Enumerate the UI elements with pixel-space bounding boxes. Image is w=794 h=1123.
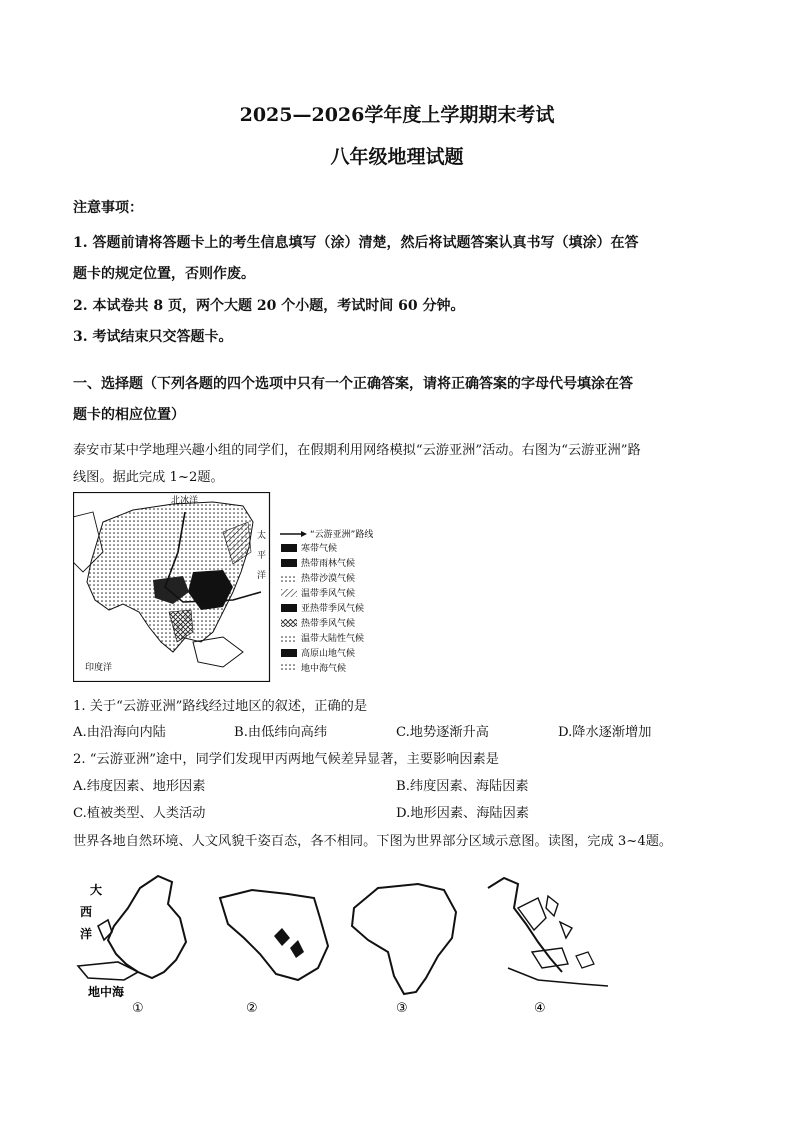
legend-label-mediterranean: 地中海气候 xyxy=(301,664,347,674)
region-label-2: ② xyxy=(246,1001,258,1016)
philippines-outline-2 xyxy=(560,922,572,938)
question-2-stem: 2. “云游亚洲”途中，同学们发现甲丙两地气候差异显著，主要影响因素是 xyxy=(73,752,499,767)
asia-climate-route-map xyxy=(73,492,403,682)
world-regions-map xyxy=(68,868,668,1018)
q1-option-b: B.由低纬向高纬 xyxy=(234,725,328,740)
notice-item-2: 2. 本试卷共 8 页，两个大题 20 个小题，考试时间 60 分钟。 xyxy=(73,298,465,314)
atlantic-label-1: 大 xyxy=(90,883,103,897)
legend-label-route: “云游亚洲”路线 xyxy=(310,530,374,540)
legend-label-cold: 寒带气候 xyxy=(301,544,338,554)
legend-swatch-tropical-rainforest xyxy=(281,559,297,567)
legend-swatch-tropical-monsoon xyxy=(281,619,297,627)
legend-swatch-temperate-monsoon xyxy=(281,589,297,597)
legend-label-tropical-monsoon: 热带季风气候 xyxy=(301,619,356,629)
africa-outline xyxy=(352,884,456,994)
arctic-ocean-label: 北冰洋 xyxy=(171,496,199,506)
legend-label-temperate-monsoon: 温带季风气候 xyxy=(301,589,356,599)
q1-option-c: C.地势逐渐升高 xyxy=(396,725,489,740)
notice-item-3: 3. 考试结束只交答题卡。 xyxy=(73,329,233,345)
region-label-4: ④ xyxy=(534,1001,546,1016)
region-label-1: ① xyxy=(132,1001,144,1016)
legend-label-tropical-desert: 热带沙漠气候 xyxy=(301,574,356,584)
atlantic-label-3: 洋 xyxy=(80,927,93,941)
region-label-3: ③ xyxy=(396,1001,408,1016)
section-heading-line-1: 一、选择题（下列各题的四个选项中只有一个正确答案，请将正确答案的字母代号填涂在答 xyxy=(73,376,633,392)
iberia-outline xyxy=(78,962,138,980)
legend-swatch-cold xyxy=(281,544,297,552)
legend-swatch-tropical-desert xyxy=(281,574,297,582)
region-3-africa xyxy=(352,884,456,1016)
q1-option-d: D.降水逐渐增加 xyxy=(558,725,652,740)
indochina-outline xyxy=(488,878,562,972)
oil-field-2 xyxy=(290,940,304,958)
legend-label-plateau-mountain: 高原山地气候 xyxy=(301,649,356,659)
atlantic-label-2: 西 xyxy=(80,905,93,919)
legend-swatch-subtropical-monsoon xyxy=(281,604,297,612)
notice-item-1-line-1: 1. 答题前请将答题卡上的考生信息填写（涂）清楚，然后将试题答案认真书写（填涂）在答 xyxy=(73,235,639,251)
philippines-outline-1 xyxy=(546,896,558,916)
pacific-label-2: 平 xyxy=(257,551,267,561)
q2-option-a: A.纬度因素、地形因素 xyxy=(73,779,206,794)
q1-option-a: A.由沿海向内陆 xyxy=(73,725,166,740)
climate-legend xyxy=(280,528,373,674)
q2-option-c: C.植被类型、人类活动 xyxy=(73,806,206,821)
legend-swatch-mediterranean xyxy=(281,664,297,672)
peninsula-outline xyxy=(518,898,546,930)
legend-swatch-temperate-continental xyxy=(281,634,297,642)
region-1-europe xyxy=(78,876,186,1016)
legend-route-arrow xyxy=(301,531,307,537)
sulawesi-outline xyxy=(576,952,594,968)
exam-title: 2025—2026学年度上学期期末考试 xyxy=(239,104,555,126)
notice-item-1-line-2: 题卡的规定位置，否则作废。 xyxy=(73,266,255,282)
pacific-label-3: 洋 xyxy=(257,571,267,581)
indian-ocean-label: 印度洋 xyxy=(85,663,113,673)
notice-heading: 注意事项： xyxy=(73,200,143,216)
legend-label-tropical-rainforest: 热带雨林气候 xyxy=(301,559,356,569)
legend-label-temperate-continental: 温带大陆性气候 xyxy=(301,634,365,644)
q2-option-d: D.地形因素、海陆因素 xyxy=(396,806,529,821)
section-heading-line-2: 题卡的相应位置） xyxy=(73,407,185,423)
intro-1-line-2: 线图。据此完成 1~2题。 xyxy=(73,470,224,485)
question-1-stem: 1. 关于“云游亚洲”路线经过地区的叙述，正确的是 xyxy=(73,699,368,714)
mediterranean-label: 地中海 xyxy=(88,985,125,999)
region-4-southeast-asia xyxy=(488,878,608,1016)
exam-subtitle: 八年级地理试题 xyxy=(330,146,464,168)
indonesia-outline xyxy=(508,968,608,986)
middle-east-outline xyxy=(220,890,328,980)
oil-field-1 xyxy=(274,928,290,946)
intro-2: 世界各地自然环境、人文风貌千姿百态，各不相同。下图为世界部分区域示意图。读图，完成 3~4题。 xyxy=(73,834,673,849)
q2-option-b: B.纬度因素、海陆因素 xyxy=(396,779,529,794)
pacific-label-1: 太 xyxy=(257,531,267,541)
legend-swatch-plateau-mountain xyxy=(281,649,297,657)
intro-1-line-1: 泰安市某中学地理兴趣小组的同学们，在假期利用网络模拟“云游亚洲”活动。右图为“云游亚洲”路 xyxy=(73,443,641,458)
region-2-middle-east xyxy=(220,890,328,1016)
legend-label-subtropical-monsoon: 亚热带季风气候 xyxy=(301,604,365,614)
